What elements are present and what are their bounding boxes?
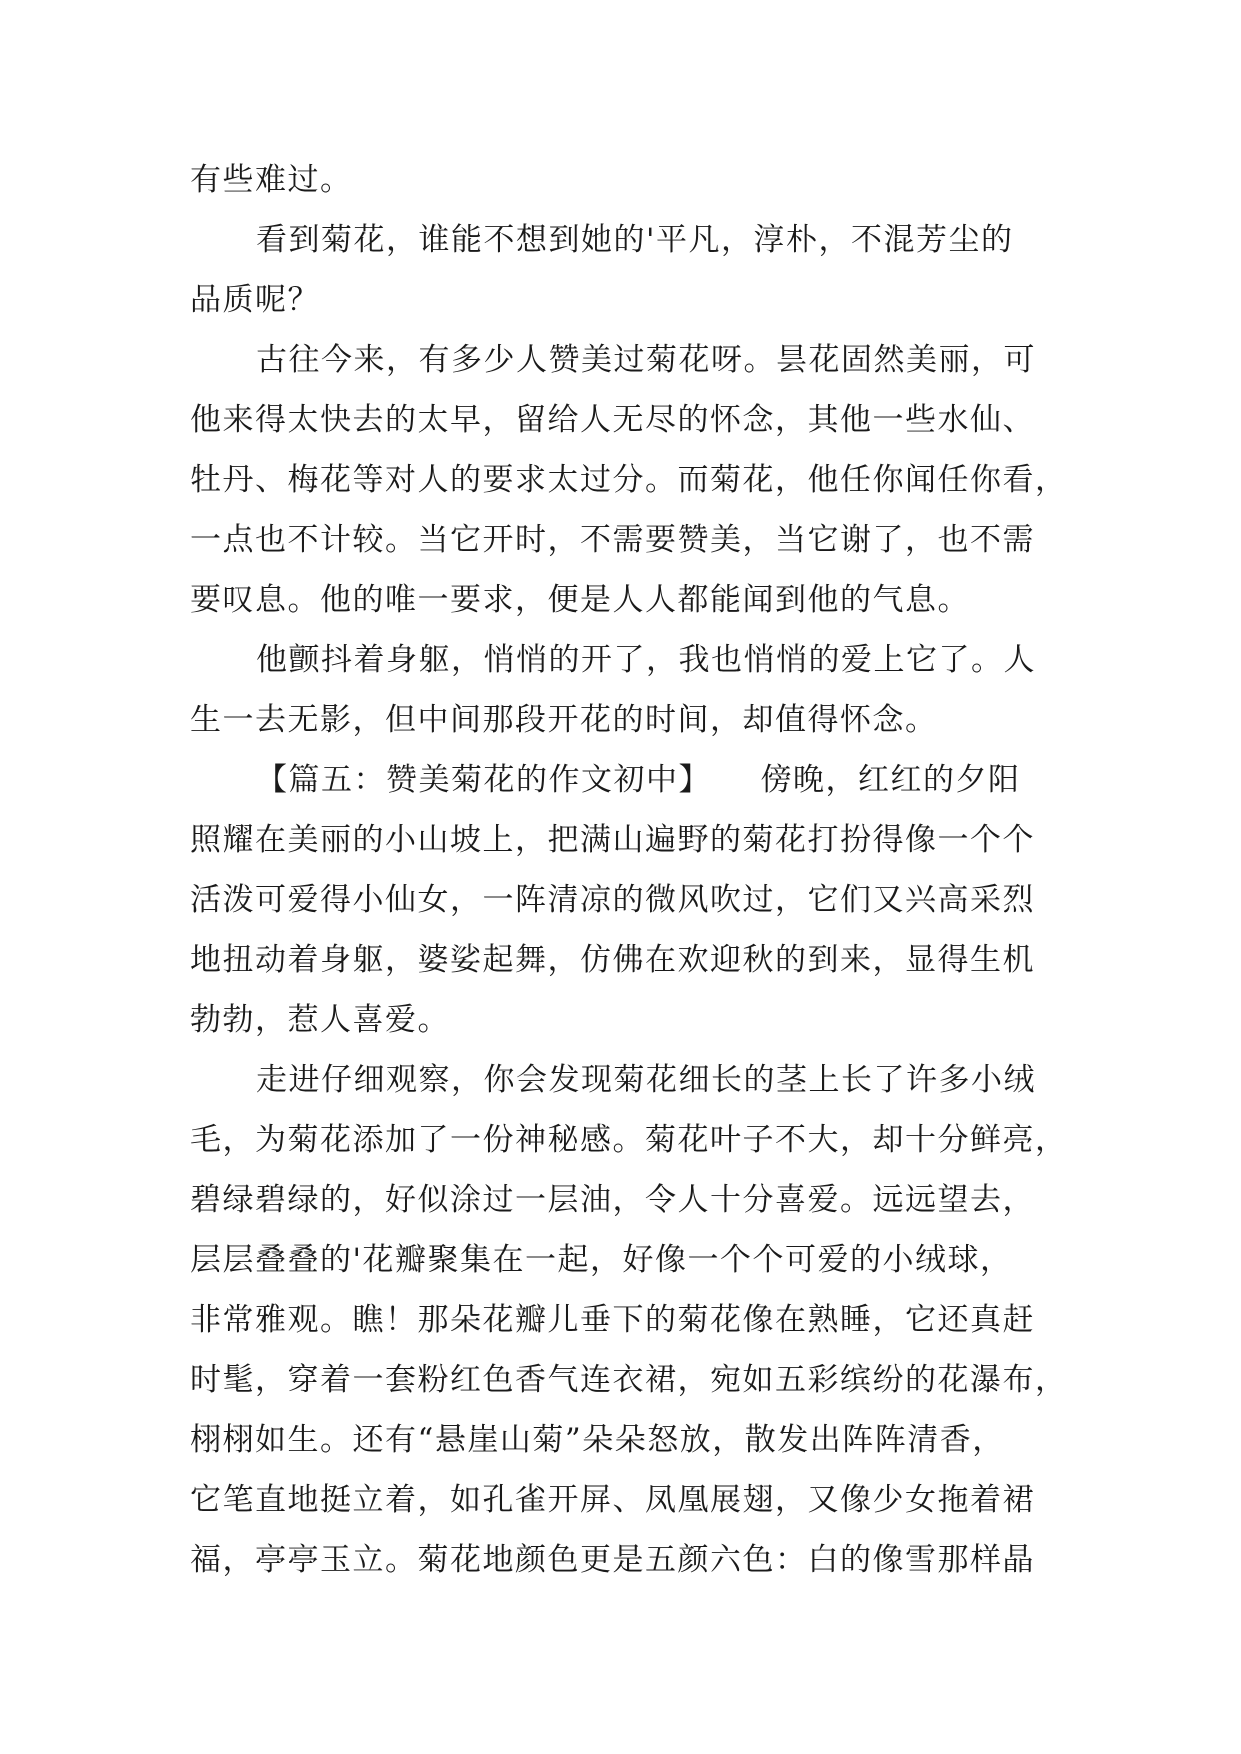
text-line: 品质呢？ bbox=[190, 282, 320, 318]
text-line: 古往今来，有多少人赞美过菊花呀。昙花固然美丽，可 bbox=[256, 342, 1036, 378]
section-heading-line: 【篇五：赞美菊花的作文初中】 傍晚，红红的夕阳 bbox=[256, 762, 1021, 798]
text-line: 有些难过。 bbox=[190, 162, 353, 198]
text-line: 非常雅观。瞧！那朵花瓣儿垂下的菊花像在熟睡，它还真赶 bbox=[190, 1302, 1035, 1338]
text-line: 碧绿碧绿的，好似涂过一层油，令人十分喜爱。远远望去， bbox=[190, 1182, 1035, 1218]
text-line: 牡丹、梅花等对人的要求太过分。而菊花，他任你闻任你看， bbox=[190, 462, 1068, 498]
text-line: 生一去无影，但中间那段开花的时间，却值得怀念。 bbox=[190, 702, 938, 738]
text-line: 他来得太快去的太早，留给人无尽的怀念，其他一些水仙、 bbox=[190, 402, 1035, 438]
text-line: 勃勃，惹人喜爱。 bbox=[190, 1002, 450, 1038]
text-line: 它笔直地挺立着，如孔雀开屏、凤凰展翅，又像少女拖着裙 bbox=[190, 1482, 1035, 1518]
text-line: 层层叠叠的'花瓣聚集在一起，好像一个个可爱的小绒球， bbox=[190, 1242, 1013, 1278]
body-text bbox=[190, 150, 1070, 1590]
text-line: 福，亭亭玉立。菊花地颜色更是五颜六色：白的像雪那样晶 bbox=[190, 1542, 1035, 1578]
text-line: 照耀在美丽的小山坡上，把满山遍野的菊花打扮得像一个个 bbox=[190, 822, 1035, 858]
text-line: 要叹息。他的唯一要求，便是人人都能闻到他的气息。 bbox=[190, 582, 970, 618]
text-line: 一点也不计较。当它开时，不需要赞美，当它谢了，也不需 bbox=[190, 522, 1035, 558]
text-line: 他颤抖着身躯，悄悄的开了，我也悄悄的爱上它了。人 bbox=[256, 642, 1036, 678]
text-line: 地扭动着身躯，婆娑起舞，仿佛在欢迎秋的到来，显得生机 bbox=[190, 942, 1035, 978]
text-line: 活泼可爱得小仙女，一阵清凉的微风吹过，它们又兴高采烈 bbox=[190, 882, 1035, 918]
text-line: 毛，为菊花添加了一份神秘感。菊花叶子不大，却十分鲜亮， bbox=[190, 1122, 1068, 1158]
text-line: 看到菊花，谁能不想到她的'平凡，淳朴，不混芳尘的 bbox=[256, 222, 1014, 258]
text-line: 时髦，穿着一套粉红色香气连衣裙，宛如五彩缤纷的花瀑布， bbox=[190, 1362, 1068, 1398]
text-line: 走进仔细观察，你会发现菊花细长的茎上长了许多小绒 bbox=[256, 1062, 1036, 1098]
text-line: 栩栩如生。还有“悬崖山菊”朵朵怒放，散发出阵阵清香， bbox=[190, 1422, 1005, 1458]
